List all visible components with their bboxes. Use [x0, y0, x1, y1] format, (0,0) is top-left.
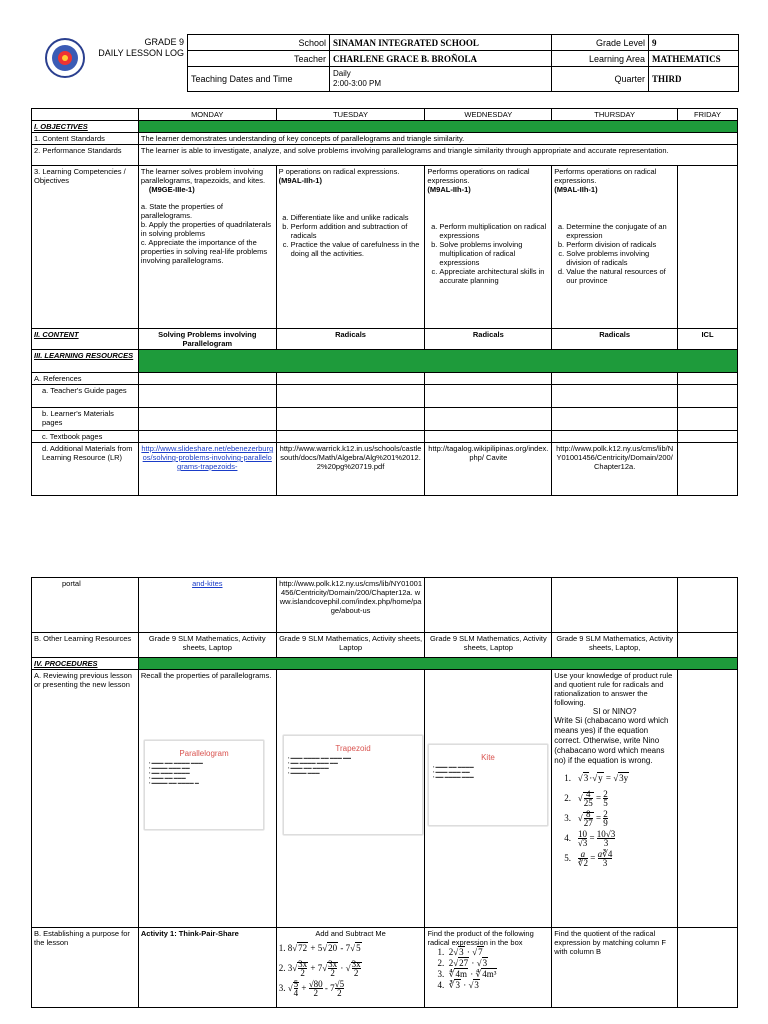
- content-monday: Solving Problems involving Parallelogram: [138, 329, 276, 350]
- teacher-value: CHARLENE GRACE B. BROÑOLA: [330, 51, 552, 67]
- additional-materials-label: d. Additional Materials from Learning Resource (LR): [32, 443, 139, 496]
- thu-obj-a: a. Determine the conjugate of an expression: [566, 222, 675, 240]
- learners-materials-label: b. Learner's Materials pages: [32, 408, 139, 431]
- competencies-label: 3. Learning Competencies / Objectives: [32, 166, 139, 329]
- mon-obj-b: b. Apply the properties of quadrilaterals in solving problems: [140, 220, 271, 238]
- equation-3: 3. √ $\frac{8}{27}$ = $\frac{2}{9}$: [564, 809, 608, 829]
- grade-level-label: Grade Level: [552, 35, 649, 51]
- other-resources-tuesday: Grade 9 SLM Mathematics, Activity sheets, Laptop: [276, 633, 425, 658]
- tue-add-subtract-title: Add and Subtract Me: [315, 929, 386, 938]
- thu-intro: Performs operations on radical expressions.: [554, 167, 657, 185]
- wednesday-objectives: [425, 166, 552, 329]
- wed-expressions: [427, 947, 549, 991]
- wed-obj-b: b. Solve problems involving multiplication of radical expressions: [439, 240, 549, 267]
- trapezoid-slide: [283, 735, 423, 835]
- kite-slide: [428, 744, 548, 826]
- tue-obj-b: b. Perform addition and subtraction of radicals: [291, 222, 423, 240]
- learning-area-label: Learning Area: [552, 51, 649, 67]
- thu-code: (M9AL-IIh-1): [554, 185, 598, 194]
- parallelogram-slide-title: Parallelogram: [179, 749, 229, 758]
- grade-level-value: 9: [649, 35, 739, 51]
- resources-title: III. LEARNING RESOURCES: [32, 350, 139, 373]
- reviewing-thursday: [552, 670, 678, 928]
- deped-seal-icon: [45, 38, 85, 78]
- wed-product-title: Find the product of the following radical expression in the box: [427, 929, 534, 947]
- wed-intro: Performs operations on radical expressions.: [427, 167, 530, 185]
- other-resources-wednesday: Grade 9 SLM Mathematics, Activity sheets, Laptop: [425, 633, 552, 658]
- parallelogram-slide: [144, 740, 264, 830]
- equation-4: 4. $\frac{10}{√3}$ = $\frac{10√3}{3}$: [564, 829, 616, 849]
- tue-expressions: [279, 938, 423, 998]
- day-monday: MONDAY: [138, 109, 276, 121]
- wed-expr-4: 4. ∛3 · √3: [437, 980, 479, 990]
- establishing-thursday: Find the quotient of the radical expression by matching column F with column B: [552, 928, 678, 1008]
- portal-monday-link[interactable]: and-kites: [138, 578, 276, 633]
- day-friday: FRIDAY: [678, 109, 738, 121]
- procedures-title: IV. PROCEDURES: [32, 658, 139, 670]
- lesson-grid-page1: [31, 108, 738, 496]
- day-wednesday: WEDNESDAY: [425, 109, 552, 121]
- textbook-label: c. Textbook pages: [32, 431, 139, 443]
- other-resources-thursday: Grade 9 SLM Mathematics, Activity sheets, Laptop,: [552, 633, 678, 658]
- tue-intro: P operations on radical expressions.: [278, 167, 400, 176]
- quarter-label: Quarter: [552, 67, 649, 92]
- other-resources-monday: Grade 9 SLM Mathematics, Activity sheets, Laptop: [138, 633, 276, 658]
- tuesday-objectives: [276, 166, 425, 329]
- learning-area-value: MATHEMATICS: [649, 51, 739, 67]
- content-standards-label: 1. Content Standards: [32, 133, 139, 145]
- mon-obj-a: a. State the properties of parallelograms.: [140, 202, 223, 220]
- day-thursday: THURSDAY: [552, 109, 678, 121]
- tue-obj-a: a. Differentiate like and unlike radicals: [291, 213, 423, 222]
- wed-expr-2: 2. 2√27 · √3: [437, 958, 488, 968]
- kite-slide-title: Kite: [481, 753, 495, 762]
- thu-review-question: SI or NINO?: [592, 707, 637, 716]
- reviewing-label: A. Reviewing previous lesson or presenting the new lesson: [32, 670, 139, 928]
- dates-label: Teaching Dates and Time: [188, 67, 330, 92]
- wed-obj-c: c. Appreciate architectural skills in accurate planning: [439, 267, 549, 285]
- portal-label: portal: [32, 578, 139, 633]
- wed-expr-3: 3. ∜4m · ∜4m³: [437, 969, 497, 979]
- references-label: A. References: [32, 373, 139, 385]
- kite-slide-text: ▪ ▬▬▬ ▬▬ ▬▬▬▬ ▪ ▬▬▬ ▬▬▬ ▬▬ ▪ ▬▬ ▬▬▬▬ ▬▬▬: [433, 764, 474, 779]
- wed-code: (M9AL-IIh-1): [427, 185, 471, 194]
- teacher-label: Teacher: [188, 51, 330, 67]
- reviewing-monday-text: Recall the properties of parallelograms.: [140, 671, 272, 680]
- establishing-tuesday: [276, 928, 425, 1008]
- equation-5: 5. $\frac{a}{∛2}$ = $\frac{a∛4}{3}$: [564, 849, 613, 869]
- tue-expr-3: 3. √ $\frac{5}{4}$ + $\frac{√80}{2}$ - 7 $\frac{√5}{2}$: [278, 979, 345, 999]
- day-tuesday: TUESDAY: [276, 109, 425, 121]
- other-resources-label: B. Other Learning Resources: [32, 633, 139, 658]
- thu-obj-d: d. Value the natural resources of our province: [566, 267, 675, 285]
- mon-obj-c: c. Appreciate the importance of the properties in solving real-life problems involving parallelograms.: [140, 238, 268, 265]
- dates-line2: 2:00-3:00 PM: [333, 79, 382, 88]
- thu-equations: [554, 768, 675, 868]
- additional-materials-monday-link[interactable]: http://www.slideshare.net/ebenezerburgos/solving-problems-involving-parallelograms-trapezoids-: [138, 443, 276, 496]
- performance-standards-label: 2. Performance Standards: [32, 145, 139, 166]
- header-table: [187, 34, 739, 92]
- grade-label: GRADE 9: [144, 37, 184, 47]
- tue-expr-1: 1. 8√72 + 5√20 - 7√5: [278, 943, 361, 953]
- mon-intro: The learner solves problem involving parallelograms, trapezoids, and kites.: [140, 167, 266, 185]
- thu-review-intro: Use your knowledge of product rule and quotient rule for radicals and rationalization to answer the following.: [554, 671, 673, 707]
- thu-obj-b: b. Perform division of radicals: [566, 240, 675, 249]
- objectives-bar: [138, 121, 737, 133]
- log-title: DAILY LESSON LOG: [98, 48, 184, 58]
- additional-materials-tuesday: http://www.warrick.k12.in.us/schools/castlesouth/docs/Math/Algebra/Alg%201%2012.2%20pg%20719.pdf: [276, 443, 425, 496]
- tue-code: (M9AL-IIh-1): [278, 176, 322, 185]
- additional-materials-thursday: http://www.polk.k12.ny.us/cms/lib/NY01001456/Centricity/Domain/200/Chapter12a.: [552, 443, 678, 496]
- content-tuesday: Radicals: [276, 329, 425, 350]
- trapezoid-slide-title: Trapezoid: [335, 744, 371, 753]
- school-value: SINAMAN INTEGRATED SCHOOL: [330, 35, 552, 51]
- dates-value: [330, 67, 552, 92]
- trapezoid-slide-text: ▪ ▬▬▬ ▬▬▬▬ ▬▬ ▬▬▬ ▬▬ ▪ ▬▬ ▬▬▬▬ ▬▬▬ ▬▬ ▪ ▬▬▬ ▬▬ ▬▬▬▬ ▪ ▬▬▬▬ ▬▬▬: [288, 755, 351, 775]
- content-title: II. CONTENT: [32, 329, 139, 350]
- objectives-title: I. OBJECTIVES: [32, 121, 139, 133]
- equation-1: 1. √3·√y = √3y: [564, 773, 629, 783]
- thursday-objectives: [552, 166, 678, 329]
- teachers-guide-label: a. Teacher's Guide pages: [32, 385, 139, 408]
- parallelogram-slide-text: ▪ ▬▬▬ ▬▬ ▬▬▬▬ ▬▬▬ ▪ ▬▬▬▬ ▬▬▬ ▬▬ ▪ ▬▬ ▬▬▬ ▬▬▬▬ ▪ ▬▬▬ ▬▬ ▬▬▬ ▪ ▬▬▬▬ ▬▬ ▬▬▬▬ ▬: [149, 760, 203, 785]
- resources-bar: [138, 350, 737, 373]
- thu-obj-c: c. Solve problems involving division of radicals: [566, 249, 675, 267]
- tue-expr-2: 2. 3√ $\frac{3x}{2}$ + 7√ $\frac{3x}{2}$ · √ $\frac{3x}{2}$: [278, 959, 361, 979]
- header-title: [92, 37, 184, 59]
- quarter-value: THIRD: [649, 67, 739, 92]
- establishing-monday: Activity 1: Think-Pair-Share: [138, 928, 276, 1008]
- content-wednesday: Radicals: [425, 329, 552, 350]
- days-row: [32, 109, 738, 121]
- content-friday: ICL: [678, 329, 738, 350]
- school-label: School: [188, 35, 330, 51]
- procedures-bar: [138, 658, 737, 670]
- portal-tuesday: http://www.polk.k12.ny.us/cms/lib/NY01001456/Centricity/Domain/200/Chapter12a. www.islandcovephil.com/index.php/home/page/about-us: [276, 578, 425, 633]
- dates-line1: Daily: [333, 69, 351, 78]
- establishing-wednesday: [425, 928, 552, 1008]
- monday-objectives: [138, 166, 276, 329]
- wed-obj-a: a. Perform multiplication on radical expressions: [439, 222, 549, 240]
- mon-code: (M9GE-IIIe-1): [148, 185, 195, 194]
- wed-expr-1: 1. 2√3 · √7: [437, 947, 483, 957]
- thu-review-instructions: Write Si (chabacano word which means yes) if the equation correct. Otherwise, write Nino (chabacano word which means no) if the equation is wrong.: [554, 716, 669, 765]
- performance-standards-text: The learner is able to investigate, analyze, and solve problems involving parallelograms and triangle similarity through appropriate and accurate representation.: [138, 145, 737, 166]
- establishing-label: B. Establishing a purpose for the lesson: [32, 928, 139, 1008]
- equation-2: 2. √ $\frac{4}{25}$ = $\frac{2}{5}$: [564, 789, 608, 809]
- tue-obj-c: c. Practice the value of carefulness in the doing all the activities.: [291, 240, 423, 258]
- content-standards-text: The learner demonstrates understanding of key concepts of parallelograms and triangle similarity.: [138, 133, 737, 145]
- content-thursday: Radicals: [552, 329, 678, 350]
- additional-materials-wednesday: http://tagalog.wikipilipinas.org/index.php/ Cavite: [425, 443, 552, 496]
